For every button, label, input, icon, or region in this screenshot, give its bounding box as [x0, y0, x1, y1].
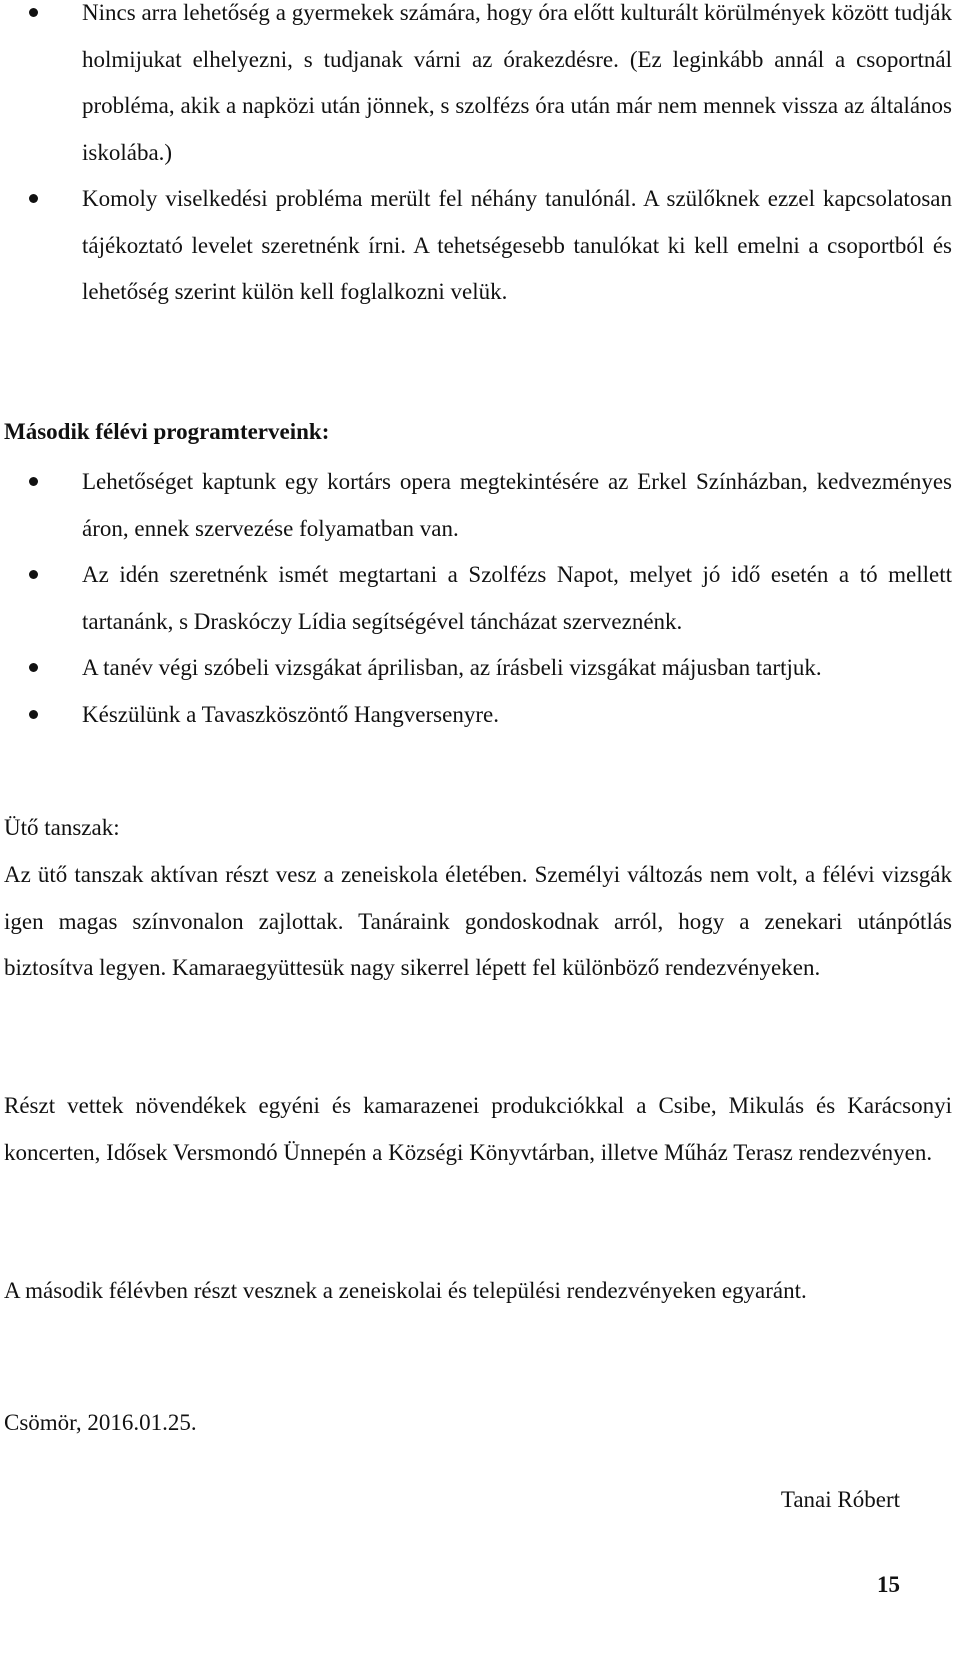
signature: Tanai Róbert — [780, 1487, 900, 1512]
list-item-text: Lehetőséget kaptunk egy kortárs opera megtekintésére az Erkel Színházban, kedvezményes áron, ennek szervezése folyamatban van. — [82, 469, 952, 541]
programs-list — [0, 459, 960, 738]
percussion-heading: Ütő tanszak: — [4, 815, 120, 840]
page-number: 15 — [877, 1572, 900, 1597]
second-semester-events-paragraph: A második félévben részt vesznek a zeneiskolai és települési rendezvényeken egyaránt. — [4, 1278, 807, 1303]
bullet-icon — [29, 570, 38, 579]
bullet-icon — [29, 8, 38, 17]
bullet-icon — [29, 663, 38, 672]
list-item-text: Nincs arra lehetőség a gyermekek számára, hogy óra előtt kulturált körülmények között tudják holmijukat elhelyezni, s tudjanak várni az órakezdésre. (Ez leginkább annál a csoportnál probléma, akik a napközi után jönnek, s szolfézs óra után már nem mennek vissza az általános iskolába.) — [82, 0, 952, 165]
percussion-paragraph: Az ütő tanszak aktívan részt vesz a zeneiskola életében. Személyi változás nem volt, a félévi vizsgák igen magas színvonalon zajlottak. Tanáraink gondoskodnak arról, hogy a zenekari utánpótlás biztosítva legyen. Kamaraegyüttesük nagy sikerrel lépett fel különböző rendezvényeken. — [4, 862, 952, 980]
list-item — [0, 552, 960, 645]
problems-list — [0, 0, 960, 316]
performances-paragraph: Részt vettek növendékek egyéni és kamarazenei produkciókkal a Csibe, Mikulás és Karácsonyi koncerten, Idősek Versmondó Ünnepén a Községi Könyvtárban, illetve Műház Terasz rendezvényen. — [4, 1093, 952, 1165]
bullet-icon — [29, 710, 38, 719]
list-item — [0, 692, 960, 739]
list-item — [0, 0, 960, 176]
bullet-icon — [29, 477, 38, 486]
list-item — [0, 176, 960, 316]
list-item-text: Az idén szeretnénk ismét megtartani a Szolfézs Napot, melyet jó idő esetén a tó mellett tartanánk, s Draskóczy Lídia segítségével táncházat szerveznénk. — [82, 562, 952, 634]
second-semester-heading: Második félévi programterveink: — [4, 419, 330, 444]
bullet-icon — [29, 194, 38, 203]
list-item — [0, 459, 960, 552]
place-date: Csömör, 2016.01.25. — [4, 1410, 197, 1435]
list-item-text: Komoly viselkedési probléma merült fel néhány tanulónál. A szülőknek ezzel kapcsolatosan tájékoztató levelet szeretnénk írni. A tehetségesebb tanulókat ki kell emelni a csoportból és lehetőség szerint külön kell foglalkozni velük. — [82, 186, 952, 304]
list-item-text: A tanév végi szóbeli vizsgákat áprilisban, az írásbeli vizsgákat májusban tartjuk. — [82, 655, 822, 680]
list-item — [0, 645, 960, 692]
list-item-text: Készülünk a Tavaszköszöntő Hangversenyre. — [82, 701, 499, 727]
